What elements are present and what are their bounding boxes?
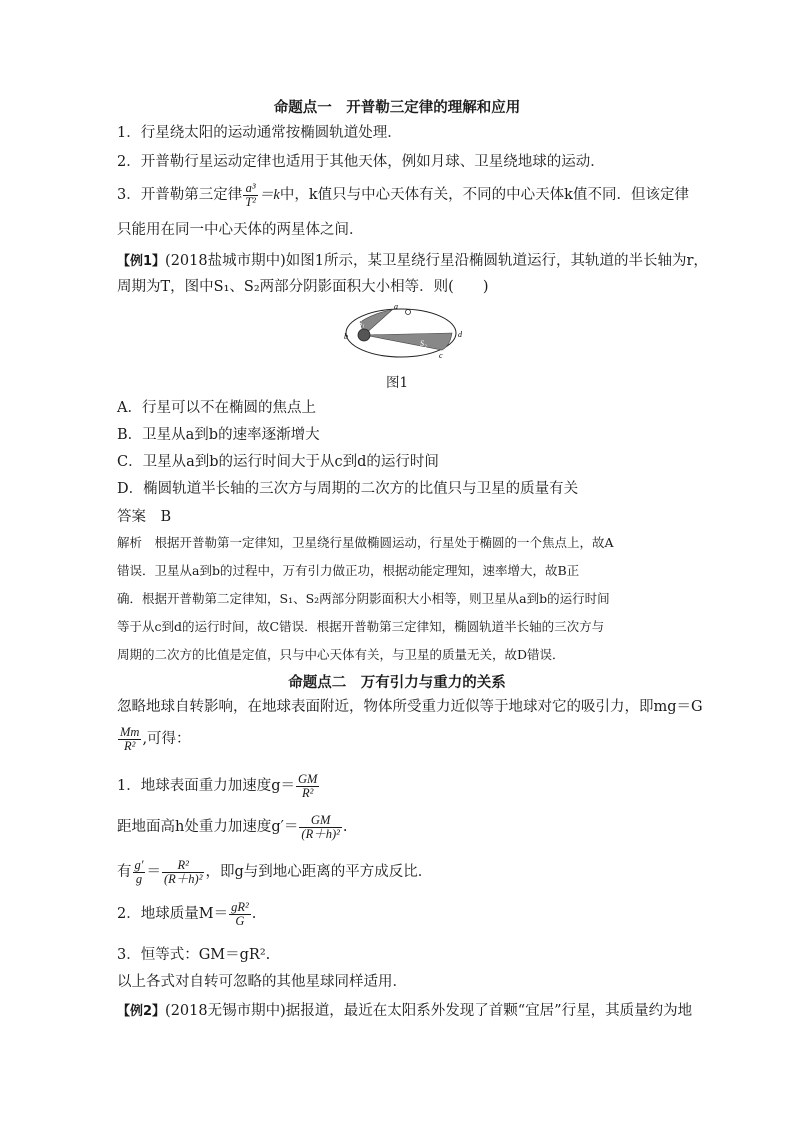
- example1-text: (2018盐城市期中)如图1所示，某卫星绕行星沿椭圆轨道运行，其轨道的半长轴为r，: [165, 253, 708, 269]
- option-a: A．行星可以不在椭圆的焦点上: [117, 400, 316, 416]
- label-s1: S₁: [358, 319, 365, 328]
- label-b: b: [344, 332, 348, 341]
- frac-num: g′: [134, 857, 144, 872]
- example2-tag: 【例2】: [117, 1004, 166, 1019]
- label-a: a: [394, 302, 398, 311]
- option-d: D．椭圆轨道半长轴的三次方与周期的二次方的比值只与卫星的质量有关: [117, 481, 579, 497]
- explanation-text-1: 根据开普勒第一定律知，卫星绕行星做椭圆运动，行星处于椭圆的一个焦点上，故A: [154, 535, 614, 550]
- item1c-prefix: 有: [117, 864, 132, 880]
- frac-den: (R＋h)²: [163, 871, 203, 886]
- p3-suffix: 中，k值只与中心天体有关，不同的中心天体k值不同．但该定律: [279, 187, 689, 203]
- section2-title: 命题点二 万有引力与重力的关系: [288, 675, 506, 691]
- paragraph-3: [117, 180, 689, 210]
- example1-line2: 周期为T，图中S₁、S₂两部分阴影面积大小相等．则( ): [117, 279, 489, 295]
- example1-line1: [117, 251, 708, 272]
- explanation-line-4: 等于从c到d的运行时间，故C错误．根据开普勒第三定律知，椭圆轨道半长轴的三次方与: [117, 619, 605, 634]
- paragraph-1: 1．行星绕太阳的运动通常按椭圆轨道处理．: [117, 125, 402, 141]
- option-c: C．卫星从a到b的运行时间大于从c到d的运行时间: [117, 454, 439, 470]
- item2-prefix: 2．地球质量M＝: [117, 906, 229, 922]
- note: 以上各式对自转可忽略的其他星球同样适用．: [117, 974, 407, 990]
- answer-value: B: [160, 509, 172, 525]
- label-d: d: [458, 330, 462, 339]
- answer-label: 答案: [117, 509, 146, 525]
- fraction-g-ratio: [133, 859, 146, 886]
- intro2-suffix: ,可得：: [142, 731, 191, 747]
- figure-1-caption: 图1: [385, 375, 409, 391]
- paragraph-2: 2．开普勒行星运动定律也适用于其他天体，例如月球、卫星绕地球的运动．: [117, 154, 605, 170]
- explanation-line-3: 确．根据开普勒第二定律知，S₁、S₂两部分阴影面积大小相等，则卫星从a到b的运行时间: [117, 591, 610, 606]
- explanation-line-1: [117, 532, 614, 554]
- item1-prefix: 1．地球表面重力加速度g＝: [117, 778, 296, 794]
- section2-intro-2: [117, 722, 191, 756]
- item1c-eq: ＝: [146, 864, 161, 880]
- answer-line: [117, 507, 171, 527]
- frac-den: g: [135, 871, 143, 886]
- explanation-label: 解析: [117, 535, 143, 550]
- frac-den: R²: [302, 785, 314, 800]
- item1c-suffix: ，即g与到地心距离的平方成反比．: [205, 864, 433, 880]
- planet: [358, 329, 370, 341]
- satellite: [406, 310, 411, 315]
- fraction-gr2-g: [229, 901, 251, 928]
- frac-num: gR²: [231, 899, 249, 914]
- example1-tag: 【例1】: [117, 254, 166, 269]
- frac-num: GM: [298, 771, 318, 786]
- item-1c: [117, 855, 432, 889]
- item-1: [117, 770, 320, 802]
- item1b-prefix: 距地面高h处重力加速度g′＝: [117, 819, 299, 835]
- frac-num: GM: [299, 814, 341, 828]
- explanation-line-5: 周期的二次方的比值是定值，只与中心天体有关，与卫星的质量无关，故D错误．: [117, 647, 565, 662]
- example2-text: (2018无锡市期中)据报道，最近在太阳系外发现了首颗“宜居”行星，其质量约为地: [165, 1003, 693, 1019]
- figure-1-orbit: [336, 300, 466, 362]
- item-3: 3．恒等式：GM＝gR².: [117, 947, 271, 963]
- fraction-a3-t2: [243, 182, 258, 209]
- section1-title: 命题点一 开普勒三定律的理解和应用: [273, 100, 521, 116]
- p3-eq: ＝k: [258, 187, 280, 203]
- frac-den: R²: [124, 738, 136, 753]
- explanation-line-2: 错误．卫星从a到b的过程中，万有引力做正功，根据动能定理知，速率增大，故B正: [117, 563, 580, 578]
- frac-num: a³: [243, 182, 258, 196]
- fraction-gm-r2: [296, 773, 319, 800]
- p3-prefix: 3．开普勒第三定律: [117, 187, 243, 203]
- paragraph-3-line2: 只能用在同一中心天体的两星体之间．: [117, 222, 364, 238]
- frac-den: (R＋h)²: [301, 826, 340, 841]
- label-c: c: [439, 351, 443, 360]
- label-s2: S₂: [420, 339, 427, 348]
- fraction-gm-rh2: [299, 814, 341, 841]
- item-1b: 距地面高h处重力加速度g′＝ $\frac{GM}{\text{(R＋h)²}}$ .: [117, 812, 348, 841]
- item-2: 2．地球质量M＝ $\frac{\text{gR²}}{G}$ .: [117, 899, 257, 928]
- shaded-region-s2: [364, 333, 452, 350]
- section2-intro: 忽略地球自转影响，在地球表面附近，物体所受重力近似等于地球对它的吸引力，即mg＝G: [117, 699, 703, 715]
- frac-den: G: [235, 913, 245, 928]
- option-b: B．卫星从a到b的速率逐渐增大: [117, 427, 320, 443]
- fraction-mm-r2: [118, 726, 141, 753]
- frac-num: Mm: [120, 724, 140, 739]
- frac-num: R²: [162, 859, 204, 873]
- fraction-r-ratio: [162, 859, 204, 886]
- frac-den: T²: [245, 194, 256, 209]
- example2-line1: [117, 1001, 692, 1022]
